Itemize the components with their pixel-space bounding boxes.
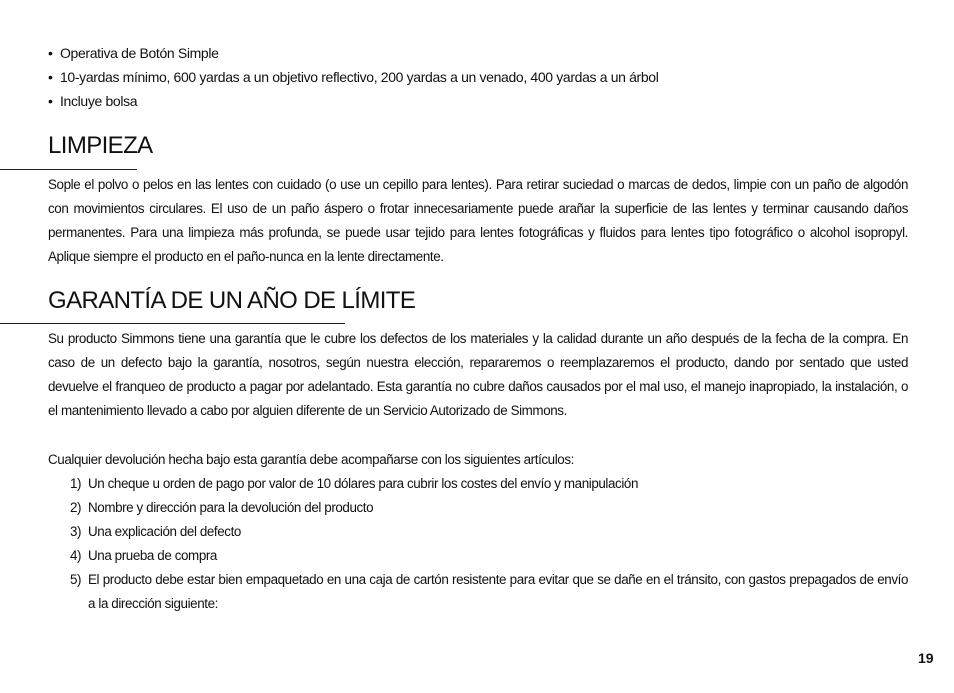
returns-item-text: Nombre y dirección para la devolución del producto: [88, 500, 374, 515]
returns-item-text: Una explicación del defecto: [88, 524, 241, 539]
returns-item-text: Un cheque u orden de pago por valor de 10 dólares para cubrir los costes del envío y manipulación: [88, 476, 639, 491]
returns-item: [70, 496, 908, 520]
warranty-heading: GARANTÍA DE UN AÑO DE LÍMITE: [48, 287, 416, 314]
returns-item-text: El producto debe estar bien empaquetado en una caja de cartón resistente para evitar que se dañe en el tránsito, con gastos prepagados de envío a la dirección siguiente:: [88, 572, 908, 611]
feature-item: [48, 89, 908, 113]
feature-list: [48, 41, 908, 113]
cleaning-paragraph: Sople el polvo o pelos en las lentes con cuidado (o use un cepillo para lentes). Para retirar suciedad o marcas de dedos, limpie con un paño de algodón con movimientos circulares. El uso de un paño áspero o frotar innecesariamente puede arañar la superficie de las lentes y terminar causando daños permanentes. Para una limpieza más profunda, se puede usar tejido para lentes fotográficas y fluidos para lentes tipo fotográfico o alcohol isopropyl. Aplique siempre el producto en el paño-nunca en la lente directamente.: [48, 177, 908, 264]
feature-text: Incluye bolsa: [60, 93, 138, 109]
feature-item: [48, 41, 908, 65]
returns-list: [70, 472, 908, 616]
returns-item-number: 2): [70, 500, 82, 515]
returns-item-number: 5): [70, 572, 82, 587]
returns-item-number: 3): [70, 524, 82, 539]
returns-item: [70, 568, 908, 616]
page-number: 19: [918, 650, 934, 666]
returns-item: [70, 544, 908, 568]
cleaning-heading-rule: [0, 169, 137, 170]
warranty-heading-rule: [0, 323, 345, 324]
returns-item: [70, 472, 908, 496]
feature-text: 10-yardas mínimo, 600 yardas a un objetivo reflectivo, 200 yardas a un venado, 400 yardas a un árbol: [60, 69, 659, 85]
bullet-icon: •: [48, 93, 53, 109]
feature-text: Operativa de Botón Simple: [60, 45, 219, 61]
bullet-icon: •: [48, 69, 53, 85]
feature-item: [48, 65, 908, 89]
cleaning-heading: LIMPIEZA: [48, 132, 153, 159]
returns-item-number: 1): [70, 476, 82, 491]
returns-item: [70, 520, 908, 544]
returns-item-number: 4): [70, 548, 82, 563]
returns-item-text: Una prueba de compra: [88, 548, 217, 563]
bullet-icon: •: [48, 45, 53, 61]
returns-intro: Cualquier devolución hecha bajo esta garantía debe acompañarse con los siguientes artículos:: [48, 452, 574, 467]
warranty-paragraph: Su producto Simmons tiene una garantía que le cubre los defectos de los materiales y la calidad durante un año después de la fecha de la compra. En caso de un defecto bajo la garantía, nosotros, según nuestra elección, repararemos o reemplazaremos el producto, dando por sentado que usted devuelve el franqueo de producto a pagar por adelantado. Esta garantía no cubre daños causados por el mal uso, el manejo inapropiado, la instalación, o el mantenimiento llevado a cabo por alguien diferente de un Servicio Autorizado de Simmons.: [48, 331, 908, 418]
